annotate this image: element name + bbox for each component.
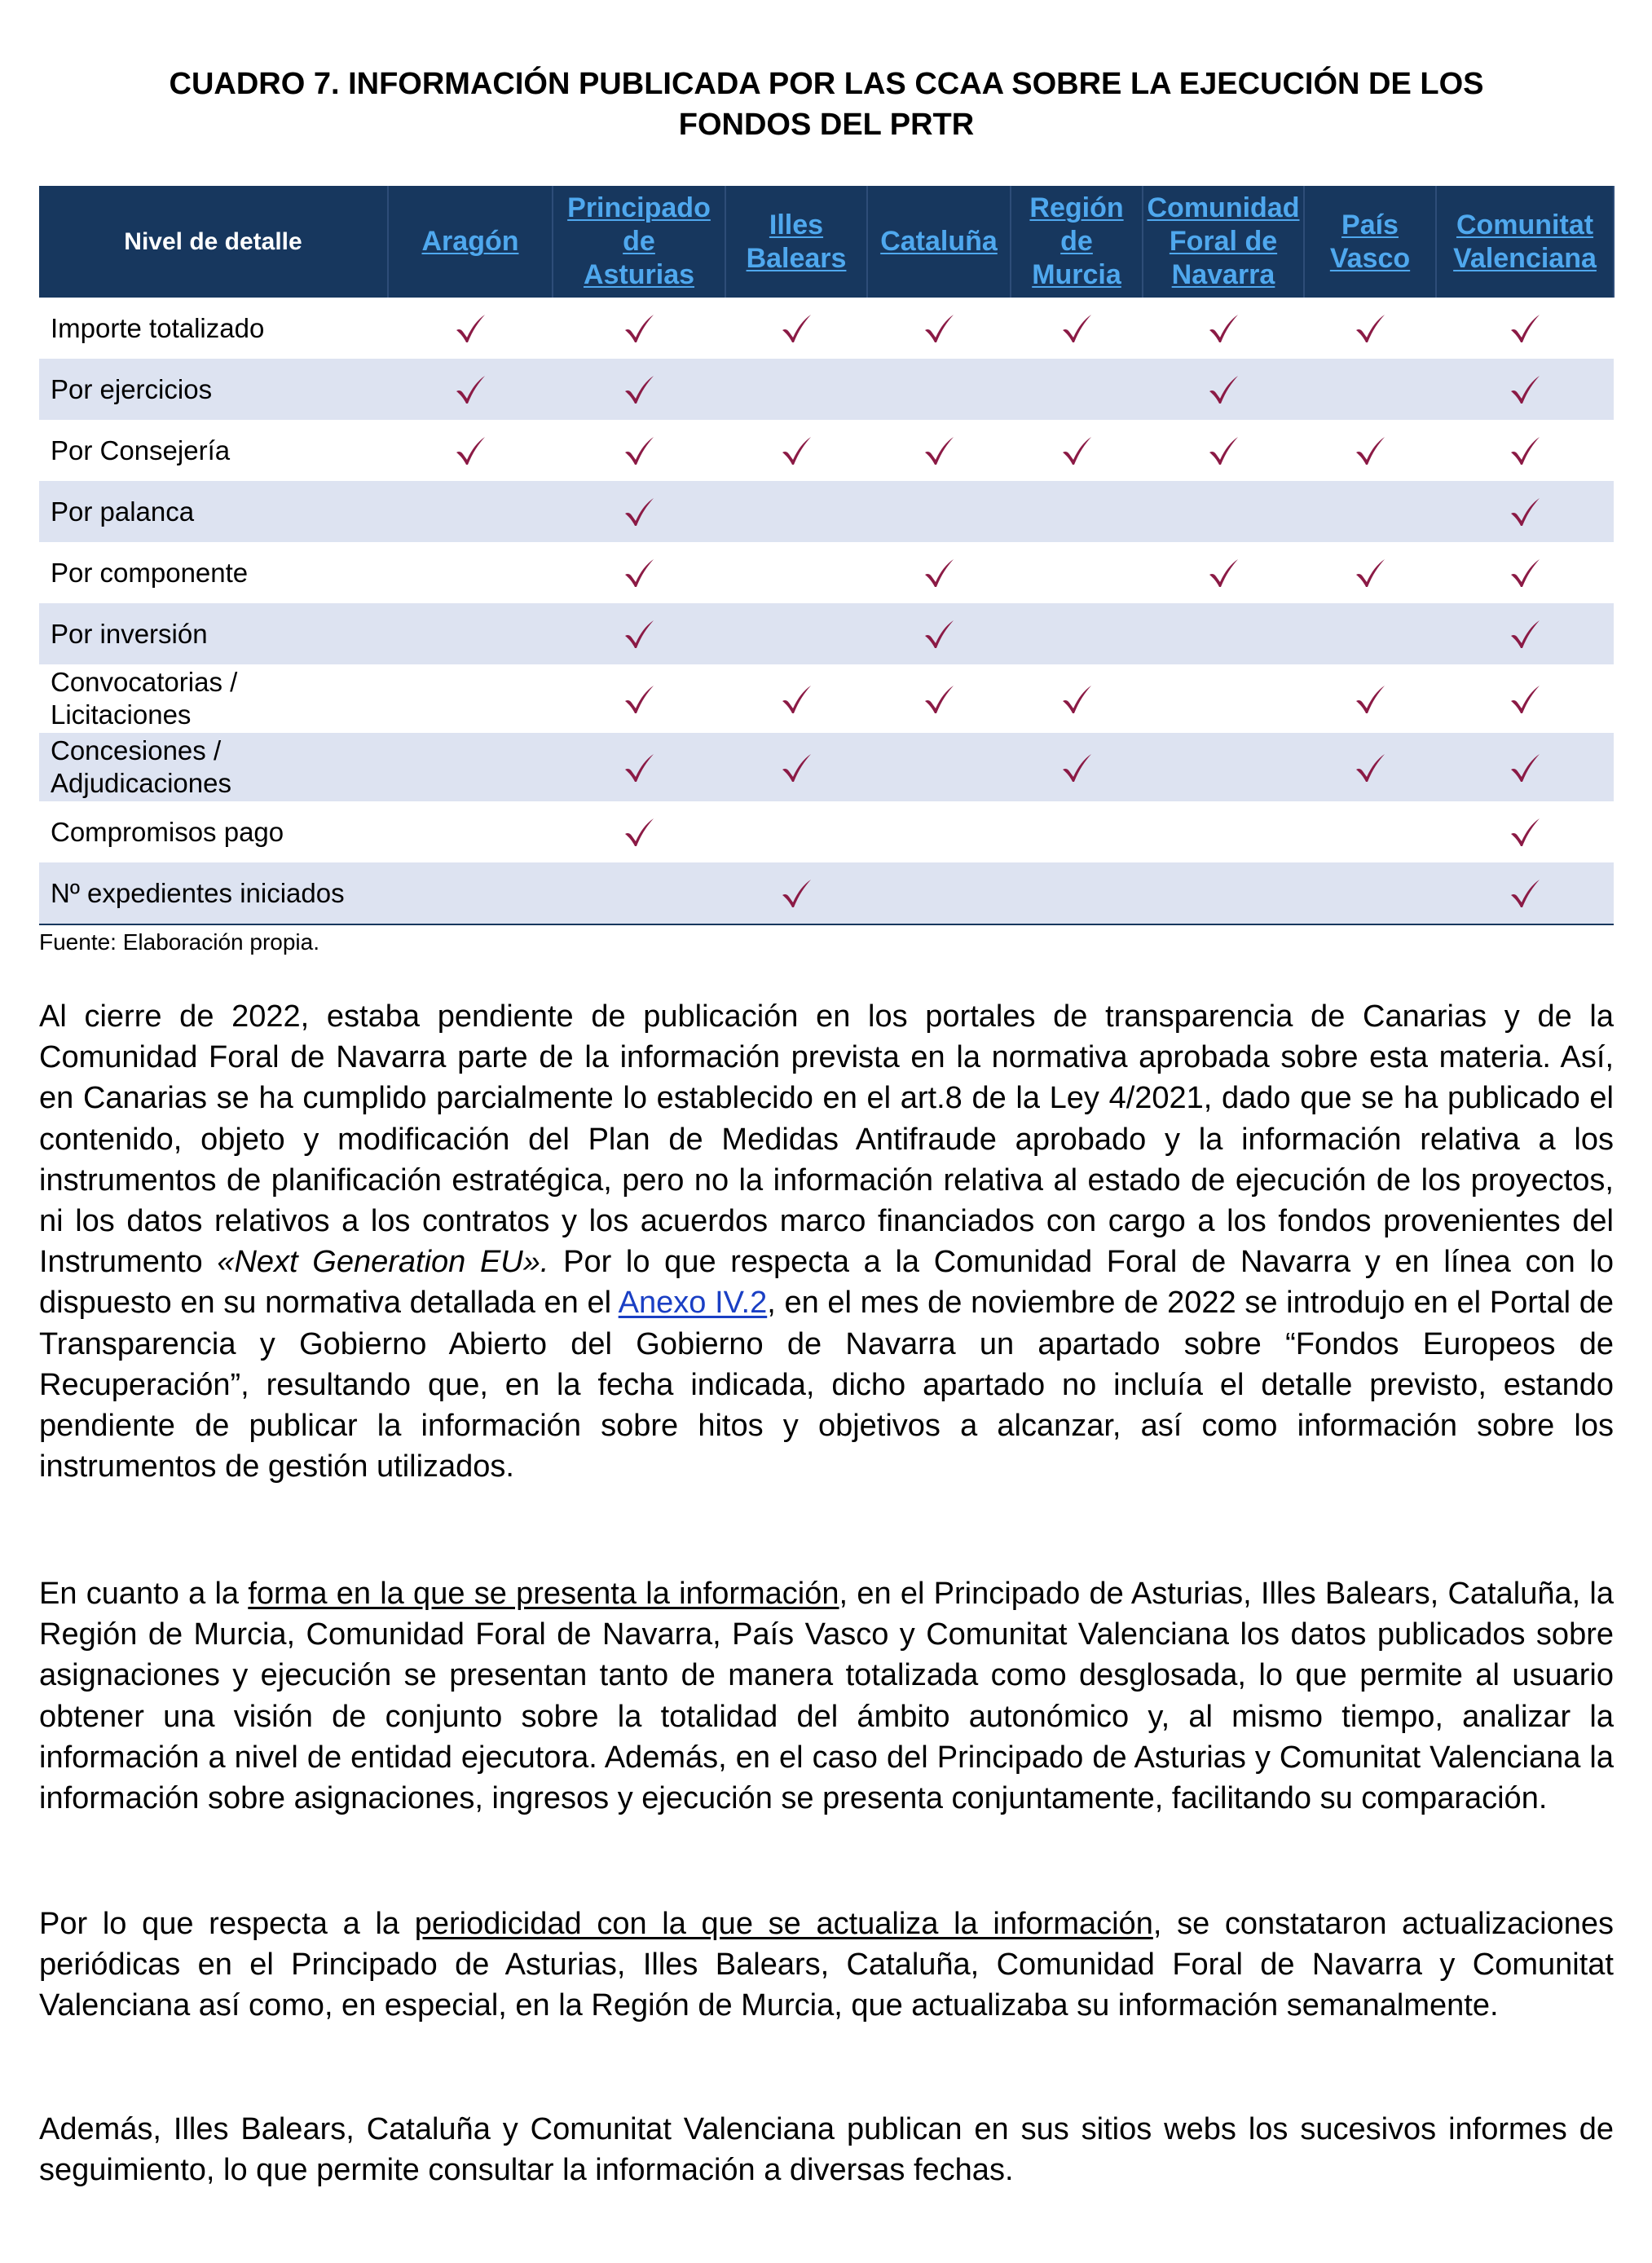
header-region-7 [1436,186,1614,298]
table-cell [553,664,725,733]
table-cell [1143,603,1304,664]
table-cell [1143,733,1304,801]
table-cell [553,359,725,420]
table-cell [388,603,553,664]
table-cell [1143,664,1304,733]
row-label-line: Importe totalizado [51,312,265,343]
header-region-4 [1011,186,1143,298]
paragraph-2-text-b: , en el Principado de Asturias, Illes Balears, Cataluña, la Región de Murcia, Comunidad Foral de Navarra, País Vasco y Comunitat Valenciana los datos publicados sobre asignaciones y ejecución se presentan tanto de manera totalizada como desglosada, lo que permite al usuario obtener una visión de conjunto sobre la totalidad del ámbito autonómico y, al mismo tiempo, analizar la información a nivel de entidad ejecutora. Además, en el caso del Principado de Asturias y Comunitat Valenciana la información sobre asignaciones, ingresos y ejecución se presenta conjuntamente, facilitando su comparación. [39,1577,1614,1816]
paragraph-1-text-b: Por lo que respecta a la Comunidad Foral de Navarra y en línea con lo dispuesto en su normativa detallada en el [39,1245,1614,1321]
checkmark-icon [623,435,655,467]
checkmark-icon [1060,312,1093,345]
row-label-line: Convocatorias / [51,667,238,697]
region-name-line: Aragón [421,226,519,257]
checkmark-icon [780,683,813,716]
checkmark-icon [1509,373,1541,406]
checkmark-icon [780,877,813,910]
table-row [39,481,1614,542]
region-link-5[interactable] [1148,192,1300,290]
table-cell [388,481,553,542]
table-cell [725,603,867,664]
table-cell [388,801,553,862]
table-cell [1436,603,1614,664]
region-name-line: Vasco [1329,242,1411,274]
checkmark-icon [1207,435,1240,467]
checkmark-icon [623,683,655,716]
row-label-line: Licitaciones [51,699,192,730]
checkmark-icon [623,618,655,651]
table-title [39,64,1614,145]
paragraph-4 [39,2109,1614,2190]
title-line-1: CUADRO 7. INFORMACIÓN PUBLICADA POR LAS CCAA SOBRE LA EJECUCIÓN DE LOS [169,67,1484,101]
table-cell [1011,298,1143,359]
checkmark-icon [1060,752,1093,784]
table-row [39,733,1614,801]
table-cell [1304,420,1436,481]
checkmark-icon [1509,557,1541,589]
header-region-3 [867,186,1011,298]
table-cell [1011,481,1143,542]
checkmark-icon [1509,312,1541,345]
table-cell [1304,481,1436,542]
table-row [39,862,1614,924]
table-row [39,664,1614,733]
table-cell [388,664,553,733]
checkmark-icon [1354,683,1386,716]
checkmark-icon [1060,435,1093,467]
table-cell [1436,862,1614,924]
checkmark-icon [454,373,487,406]
region-link-3[interactable] [880,226,998,257]
table-cell [867,420,1011,481]
table-cell [553,481,725,542]
paragraph-3-text-a: Por lo que respecta a la [39,1907,415,1941]
table-cell [867,733,1011,801]
table-cell [1304,359,1436,420]
paragraph-1-text-a: Al cierre de 2022, estaba pendiente de publicación en los portales de transparencia de Canarias y de la Comunidad Foral de Navarra parte de la información prevista en la normativa aprobada sobre esta materia. Así, en Canarias se ha cumplido parcialmente lo establecido en el art.8 de la Ley 4/2021, dado que se ha publicado el contenido, objeto y modificación del Plan de Medidas Antifraude aprobado y la información relativa a los instrumentos de planificación estratégica, pero no la información relativa al estado de ejecución de los proyectos, ni los datos relativos a los contratos y los acuerdos marco financiados con cargo a los fondos provenientes del Instrumento [39,999,1614,1280]
checkmark-icon [780,752,813,784]
table-cell [553,420,725,481]
region-link-7[interactable] [1453,210,1597,274]
table-cell [388,298,553,359]
table-cell [1143,359,1304,420]
table-cell [1011,542,1143,603]
row-label [39,420,388,481]
row-label [39,542,388,603]
row-label [39,733,388,801]
table-cell [1011,420,1143,481]
table-cell [388,420,553,481]
table-cell [1143,801,1304,862]
paragraph-3-underlined: periodicidad con la que se actualiza la información [414,1907,1153,1941]
region-link-0[interactable] [422,226,519,257]
row-label [39,664,388,733]
row-label-line: Concesiones / [51,735,222,765]
table-cell [1011,603,1143,664]
table-cell [867,359,1011,420]
region-name-line: Illes [769,209,824,240]
checkmark-icon [623,752,655,784]
paragraph-4-text-a: Además, Illes Balears, Cataluña y Comunitat Valenciana publican en sus sitios webs los sucesivos informes de seguimiento, lo que permite consultar la información a diversas fechas. [39,2112,1614,2188]
table-row [39,359,1614,420]
table-cell [553,801,725,862]
table-cell [1011,359,1143,420]
table-cell [725,542,867,603]
table-cell [725,481,867,542]
checkmark-icon [923,435,955,467]
checkmark-icon [1509,683,1541,716]
table-cell [867,481,1011,542]
table-cell [1143,420,1304,481]
region-name-line: Valenciana [1453,242,1597,274]
checkmark-icon [1509,435,1541,467]
table-cell [867,862,1011,924]
row-label [39,481,388,542]
header-region-1 [553,186,725,298]
header-nivel-detalle: Nivel de detalle [39,186,388,298]
region-name-line: Asturias [583,259,695,290]
checkmark-icon [1509,816,1541,849]
table-source-note: Fuente: Elaboración propia. [39,929,319,955]
table-cell [1436,359,1614,420]
table-cell [553,542,725,603]
row-label-line: Adjudicaciones [51,768,231,798]
table-cell [1143,298,1304,359]
checkmark-icon [623,816,655,849]
checkmark-icon [1509,618,1541,651]
table-cell [388,542,553,603]
checkmark-icon [623,496,655,528]
region-name-line: Murcia [1032,259,1121,290]
checkmark-icon [623,557,655,589]
paragraph-3 [39,1903,1614,2027]
checkmark-icon [623,373,655,406]
header-region-0 [388,186,553,298]
region-link-2[interactable] [747,210,847,274]
table-cell [1011,801,1143,862]
table-cell [1304,733,1436,801]
table-cell [1011,733,1143,801]
table-cell [1143,542,1304,603]
checkmark-icon [1509,877,1541,910]
table-cell [388,359,553,420]
table-cell [1011,664,1143,733]
region-name-line: Comunitat [1456,209,1594,240]
checkmark-icon [780,312,813,345]
table-cell [553,603,725,664]
table-cell [725,298,867,359]
table-cell [867,298,1011,359]
paragraph-3-text-b: , se constataron actualizaciones periódicas en el Principado de Asturias, Illes Balears, Cataluña, Comunidad Foral de Navarra y Comunitat Valenciana así como, en especial, en la Región de Murcia, que actualizaba su información semanalmente. [39,1907,1614,2023]
table-row [39,542,1614,603]
checkmark-icon [1354,312,1386,345]
checkmark-icon [1207,373,1240,406]
table-cell [388,733,553,801]
table-cell [867,801,1011,862]
checkmark-icon [923,557,955,589]
checkmark-icon [1509,752,1541,784]
checkmark-icon [623,312,655,345]
table-cell [1436,733,1614,801]
table-cell [553,298,725,359]
table-cell [1436,420,1614,481]
row-label [39,862,388,924]
checkmark-icon [1509,496,1541,528]
region-name-line: Principado [567,192,711,223]
row-label-line: Nº expedientes iniciados [51,877,345,908]
table-cell [1436,298,1614,359]
table-cell [1304,801,1436,862]
region-name-line: Balears [746,242,847,274]
table-cell [725,420,867,481]
table-cell [1436,801,1614,862]
table-cell [725,733,867,801]
region-link-1[interactable] [567,192,711,290]
header-region-6 [1304,186,1436,298]
row-label [39,298,388,359]
checkmark-icon [1207,557,1240,589]
region-name-line: Cataluña [880,226,998,257]
row-label-line: Por componente [51,557,249,588]
region-name-line: Comunidad [1147,192,1300,223]
table-cell [725,801,867,862]
table-cell [388,862,553,924]
checkmark-icon [454,312,487,345]
checkmark-icon [1207,312,1240,345]
table-row [39,420,1614,481]
table-cell [1304,603,1436,664]
row-label-line: Por Consejería [51,435,231,465]
region-name-line: Foral de [1169,226,1278,257]
table-cell [1304,542,1436,603]
checkmark-icon [780,435,813,467]
checkmark-icon [454,435,487,467]
paragraph-2-underlined: forma en la que se presenta la información [248,1577,839,1611]
table-cell [553,862,725,924]
region-name-line: Navarra [1171,259,1275,290]
table-cell [1143,862,1304,924]
table-body [39,298,1614,924]
checkmark-icon [1354,435,1386,467]
anexo-link[interactable]: Anexo IV.2 [618,1286,768,1321]
region-name-line: de [623,226,655,257]
row-label [39,359,388,420]
checkmark-icon [923,683,955,716]
table-cell [867,542,1011,603]
row-label-line: Por palanca [51,496,195,527]
table-cell [867,664,1011,733]
row-label-line: Por inversión [51,618,208,649]
table-row [39,603,1614,664]
paragraph-2-text-a: En cuanto a la [39,1577,249,1611]
paragraph-2 [39,1573,1614,1819]
header-region-2 [725,186,867,298]
checkmark-icon [923,312,955,345]
region-link-4[interactable] [1029,192,1123,290]
table-cell [725,359,867,420]
table-cell [725,862,867,924]
region-name-line: País [1341,209,1399,240]
row-label-line: Compromisos pago [51,816,284,847]
paragraph-1-italic: «Next Generation EU». [217,1245,549,1280]
table-cell [1436,664,1614,733]
checkmark-icon [1060,683,1093,716]
header-region-5 [1143,186,1304,298]
checkmark-icon [1354,752,1386,784]
table-row [39,801,1614,862]
checkmark-icon [923,618,955,651]
publication-table [39,186,1615,925]
table-cell [1304,862,1436,924]
table-cell [1436,481,1614,542]
table-header-row [39,186,1614,298]
table-cell [1011,862,1143,924]
title-line-2: FONDOS DEL PRTR [678,108,975,142]
table-cell [867,603,1011,664]
table-cell [553,733,725,801]
checkmark-icon [1354,557,1386,589]
row-label-line: Por ejercicios [51,373,213,404]
table-header [39,186,1614,298]
table-cell [1304,664,1436,733]
paragraph-1-text-c: , en el mes de noviembre de 2022 se introdujo en el Portal de Transparencia y Gobierno Abierto del Gobierno de Navarra un apartado sobre “Fondos Europeos de Recuperación”, resultando que, en la fecha indicada, dicho apartado no incluía el detalle previsto, estando pendiente de publicar la información sobre hitos y objetivos a alcanzar, así como información sobre los instrumentos de gestión utilizados. [39,1286,1615,1484]
region-link-6[interactable] [1330,210,1410,274]
table-cell [1143,481,1304,542]
paragraph-1 [39,996,1614,1487]
region-name-line: Región [1029,192,1124,223]
row-label [39,801,388,862]
region-name-line: de [1060,226,1093,257]
table-cell [1304,298,1436,359]
table-cell [725,664,867,733]
table-row [39,298,1614,359]
table-cell [1436,542,1614,603]
row-label [39,603,388,664]
